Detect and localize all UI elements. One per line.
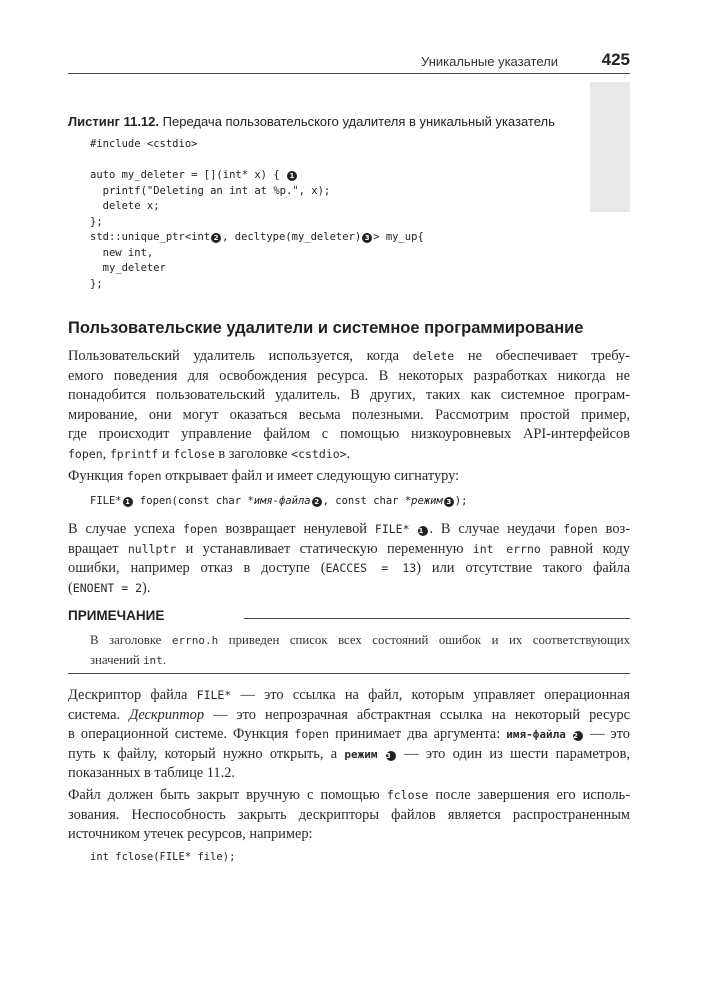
code-line: new int, <box>90 246 154 259</box>
note-rule-top <box>244 618 630 619</box>
running-title: Уникальные указатели <box>421 54 558 69</box>
listing-caption-text: Передача пользовательского удалителя в уникальный указатель <box>162 114 555 129</box>
header-rule <box>68 73 630 74</box>
callout-marker-1: 1 <box>287 171 297 181</box>
listing-code-block <box>90 137 424 292</box>
code-line: }; <box>90 277 103 290</box>
inline-code: delete <box>412 349 455 363</box>
page-number: 425 <box>601 50 630 69</box>
paragraph-fopen-result: В случае успеха fopen возвращает ненулевой FILE* 1 . В случае неудачи fopen воз- вращает nullptr и устанавливает статическую переменную int errno равной коду ошибки, например отказ в доступе (EACCES = 13) или отсутствие такого файла (ENOENT = 2). <box>68 521 631 596</box>
code-line: #include <cstdio> <box>90 138 198 150</box>
callout-marker-3: 3 <box>362 233 372 243</box>
callout-marker-1: 1 <box>123 497 133 507</box>
paragraph-custom-deleter: Пользовательский удалитель используется, когда delete не обеспечивает требу- емого поведения для освобождения ресурса. В некоторых разработках никогда не понадобится пользовательский удалитель. В других, таких как системное програм- мирование, они могут оказаться весьма полезными. Рассмотрим простой пример, где происходит управление файлом с помощью низкоуровневых API-интерфейсов fopen, fprintf и fclose в заголовке <cstdio>. <box>68 348 630 462</box>
inline-code: fprintf <box>109 446 159 461</box>
fclose-signature-code: int fclose(FILE* file); <box>90 851 236 863</box>
inline-code: <cstdio> <box>291 446 347 461</box>
callout-marker-1: 1 <box>418 526 428 536</box>
paragraph-file-descriptor: Дескриптор файла FILE* — это ссылка на файл, которым управляет операционная система. Дескриптор — это непрозрачная абстрактная ссылка на некоторый ресурс в операционной системе. Функция fopen принимает два аргумента: имя-файла 2 — это путь к файлу, который нужно открыть, а режим 3 — это один из шести параметров, показанных в таблице 11.2. <box>68 687 631 782</box>
inline-code: fclose <box>173 446 215 461</box>
code-line: my_deleter <box>90 262 166 274</box>
paragraph-fopen-intro: Функция fopen открывает файл и имеет следующую сигнатуру: <box>68 468 460 484</box>
note-body: В заголовке errno.h приведен список всех состояний ошибок и их соответствующих значений int. <box>90 633 631 667</box>
listing-caption <box>68 114 630 129</box>
callout-marker-2: 2 <box>211 233 221 243</box>
code-line: delete x; <box>90 200 160 212</box>
code-line: printf("Deleting an int at %p.", x); <box>90 184 331 197</box>
callout-marker-2: 2 <box>312 497 322 507</box>
code-line: }; <box>90 215 103 228</box>
code-line: , decltype(my_deleter) <box>222 231 362 243</box>
inline-code: fopen <box>126 469 162 483</box>
inline-code: fopen <box>68 446 103 461</box>
code-line: > my_up{ <box>373 231 424 243</box>
callout-marker-2: 2 <box>573 731 583 741</box>
running-header <box>68 50 630 72</box>
callout-marker-3: 3 <box>444 497 454 507</box>
fopen-signature-code: FILE* 1 fopen(const char *имя-файла 2 , const char *режим 3 ); <box>90 495 468 507</box>
thumb-index-tab <box>590 82 630 212</box>
note-title: ПРИМЕЧАНИЕ <box>68 608 165 623</box>
section-heading: Пользовательские удалители и системное программирование <box>68 319 584 337</box>
callout-marker-3: 3 <box>386 751 396 761</box>
code-line: std::unique_ptr<int <box>90 231 211 243</box>
note-rule-bottom <box>68 673 630 674</box>
note-heading <box>68 608 630 626</box>
code-line: auto my_deleter = [](int* x) { <box>90 169 286 181</box>
listing-number: Листинг 11.12. <box>68 114 160 129</box>
paragraph-fclose: Файл должен быть закрыт вручную с помощью fclose после завершения его исполь- зования. Неспособность закрыть дескрипторы файлов является распространенным источником утечек ресурсов, например: <box>68 787 630 843</box>
